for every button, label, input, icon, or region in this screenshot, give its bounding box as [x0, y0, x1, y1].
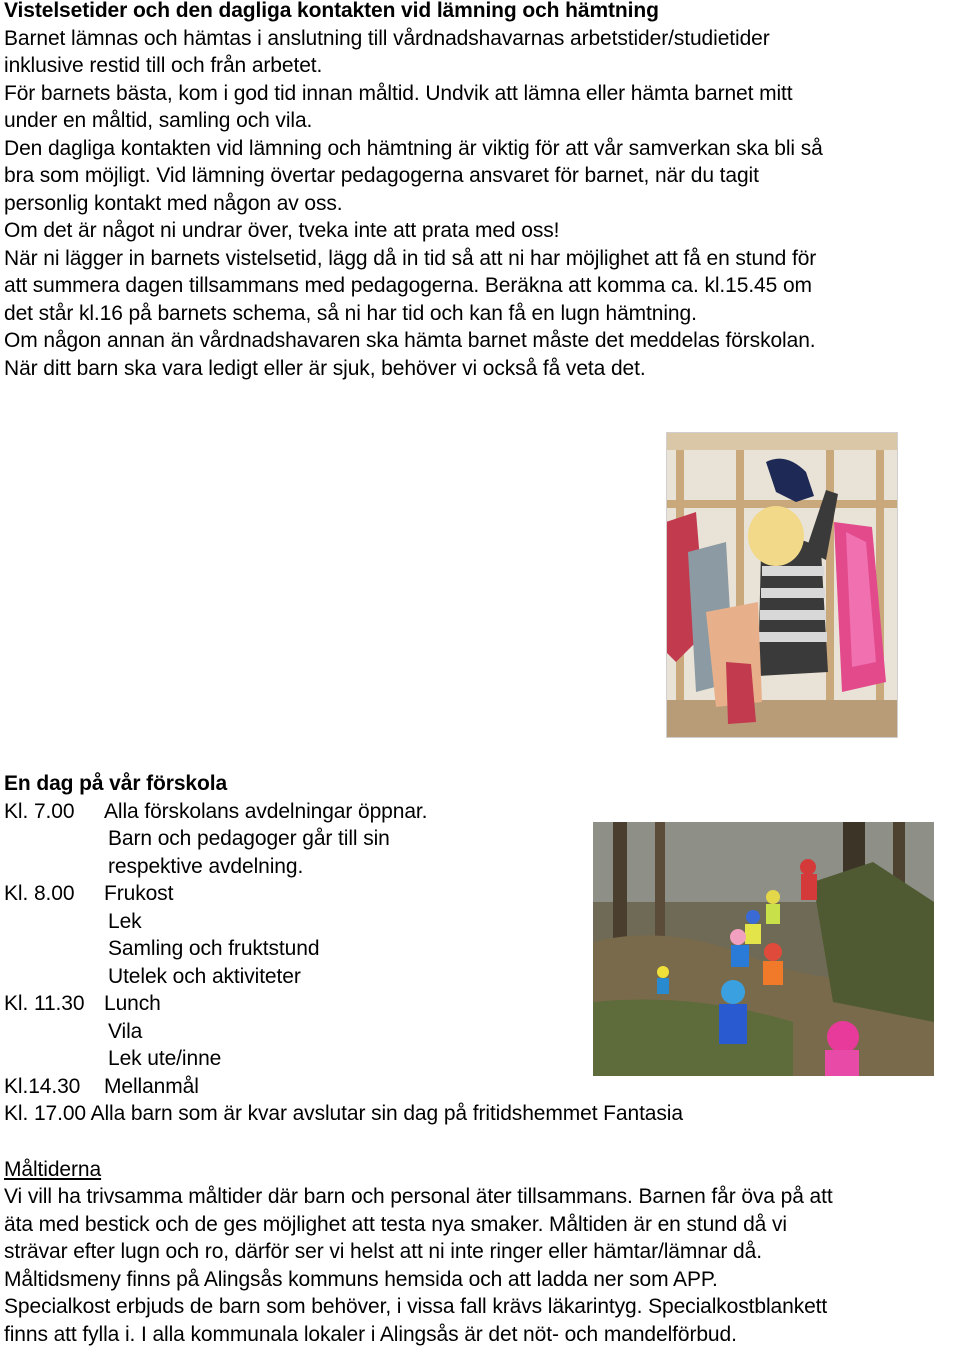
schedule-item: Lek ute/inne	[108, 1047, 222, 1070]
schedule-time: Kl.14.30	[4, 1075, 81, 1098]
paragraph-line: När ni lägger in barnets vistelsetid, lägg då in tid så att ni har möjlighet att få en stund för	[4, 247, 817, 270]
schedule-last-line: Kl. 17.00 Alla barn som är kvar avslutar sin dag på fritidshemmet Fantasia	[4, 1102, 683, 1125]
schedule-row	[4, 1074, 199, 1100]
paragraph-line: äta med bestick och de ges möjlighet att testa nya smaker. Måltiden är en stund då vi	[4, 1213, 787, 1236]
schedule-item: Frukost	[104, 882, 174, 905]
paragraph-line: personlig kontakt med någon av oss.	[4, 192, 343, 215]
paragraph-line: strävar efter lugn och ro, därför ser vi helst att ni inte ringer eller hämtar/lämnar då.	[4, 1240, 762, 1263]
schedule-item: Lunch	[104, 992, 161, 1015]
paragraph-line: inklusive restid till och från arbetet.	[4, 54, 323, 77]
photo-children-in-forest	[593, 822, 934, 1076]
paragraph-line: Specialkost erbjuds de barn som behöver, i vissa fall krävs läkarintyg. Specialkostblankett	[4, 1295, 828, 1318]
paragraph-line: Måltidsmeny finns på Alingsås kommuns hemsida och att ladda ner som APP.	[4, 1268, 718, 1291]
paragraph-line: Den dagliga kontakten vid lämning och hämtning är viktig för att vår samverkan ska bli så	[4, 137, 823, 160]
schedule-time: Kl. 8.00	[4, 882, 75, 905]
paragraph-line: Om det är något ni undrar över, tveka inte att prata med oss!	[4, 219, 560, 242]
schedule-item: Barn och pedagoger går till sin	[108, 827, 390, 850]
schedule-item: Mellanmål	[104, 1075, 199, 1098]
schedule-time: Kl. 7.00	[4, 800, 75, 823]
schedule-row	[4, 799, 427, 825]
schedule-item: respektive avdelning.	[108, 855, 304, 878]
paragraph-line: bra som möjligt. Vid lämning övertar pedagogerna ansvaret för barnet, när du tagit	[4, 164, 759, 187]
schedule-row	[4, 991, 161, 1017]
paragraph-line: Vi vill ha trivsamma måltider där barn och personal äter tillsammans. Barnen får öva på att	[4, 1185, 833, 1208]
paragraph-line: det står kl.16 på barnets schema, så ni har tid och kan få en lugn hämtning.	[4, 302, 697, 325]
paragraph-line: under en måltid, samling och vila.	[4, 109, 313, 132]
section-heading-vistelsetider: Vistelsetider och den dagliga kontakten vid lämning och hämtning	[4, 0, 659, 22]
paragraph-line: När ditt barn ska vara ledigt eller är sjuk, behöver vi också få veta det.	[4, 357, 646, 380]
paragraph-line: För barnets bästa, kom i god tid innan måltid. Undvik att lämna eller hämta barnet mitt	[4, 82, 793, 105]
paragraph-line: finns att fylla i. I alla kommunala lokaler i Alingsås är det nöt- och mandelförbud.	[4, 1323, 737, 1346]
schedule-item: Alla förskolans avdelningar öppnar.	[104, 800, 428, 823]
paragraph-line: Barnet lämnas och hämtas i anslutning till vårdnadshavarnas arbetstider/studietider	[4, 27, 770, 50]
section-heading-maltiderna: Måltiderna	[4, 1158, 102, 1181]
photo-child-at-coat-hooks	[666, 432, 898, 738]
schedule-time: Kl. 11.30	[4, 992, 85, 1015]
section-heading-en-dag: En dag på vår förskola	[4, 772, 228, 795]
paragraph-line: Om någon annan än vårdnadshavaren ska hämta barnet måste det meddelas förskolan.	[4, 329, 816, 352]
paragraph-line: att summera dagen tillsammans med pedagogerna. Beräkna att komma ca. kl.15.45 om	[4, 274, 812, 297]
schedule-item: Lek	[108, 910, 142, 933]
schedule-row	[4, 881, 173, 907]
schedule-item: Samling och fruktstund	[108, 937, 320, 960]
schedule-item: Vila	[108, 1020, 143, 1043]
schedule-item: Utelek och aktiviteter	[108, 965, 301, 988]
